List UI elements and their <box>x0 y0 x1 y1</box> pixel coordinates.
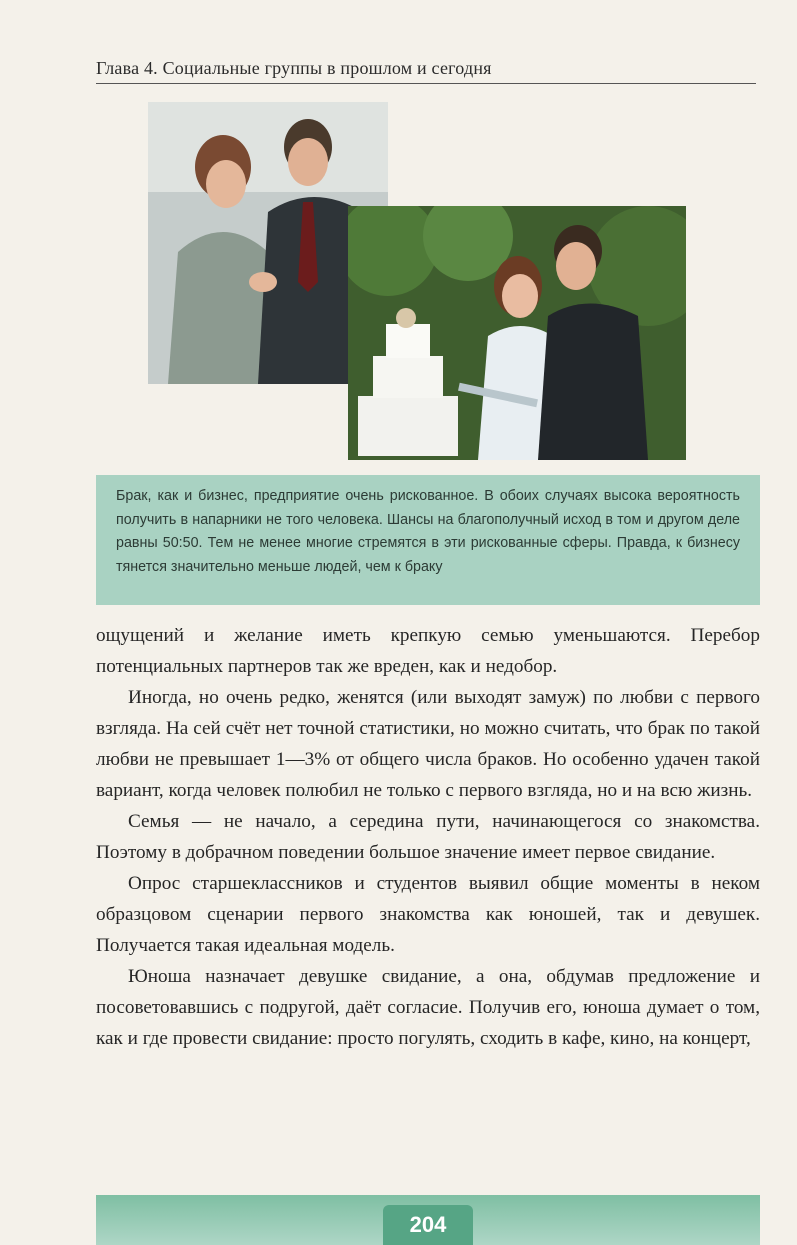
paragraph: Семья — не начало, а середина пути, начинающегося со знакомства. Поэтому в добрачном поведении большое значение имеет первое свидание. <box>96 811 760 863</box>
paragraph: ощущений и желание иметь крепкую семью уменьшаются. Перебор потенциальных партнеров так же вреден, как и недобор. <box>96 625 760 677</box>
page-number: 204 <box>383 1205 473 1245</box>
chapter-header: Глава 4. Социальные группы в прошлом и сегодня <box>96 58 756 84</box>
photo-caption-box: Брак, как и бизнес, предприятие очень рискованное. В обоих случаях высока вероятность получить в напарники не того человека. Шансы на благополучный исход в том и другом деле равны 50:50. Тем не менее многие стремятся в эти рискованные сферы. Правда, к бизнесу тянется значительно меньше людей, чем к браку <box>96 475 760 605</box>
paragraph: Опрос старшеклассников и студентов выявил общие моменты в неком образцовом сценарии первого знакомства как юношей, так и девушек. Получается такая идеальная модель. <box>96 873 760 956</box>
photo-wedding-couple <box>348 206 686 460</box>
paragraph: Юноша назначает девушке свидание, а она, обдумав предложение и посоветовавшись с подругой, даёт согласие. Получив его, юноша думает о том, как и где провести свидание: просто погулять, сходить в кафе, кино, на концерт, <box>96 966 760 1049</box>
main-text <box>96 620 760 1054</box>
paragraph: Иногда, но очень редко, женятся (или выходят замуж) по любви с первого взгляда. На сей счёт нет точной статистики, но можно считать, что брак по такой любви не превышает 1—3% от общего числа браков. Но особенно удачен такой вариант, когда человек полюбил не только с первого взгляда, но и на всю жизнь. <box>96 687 760 801</box>
